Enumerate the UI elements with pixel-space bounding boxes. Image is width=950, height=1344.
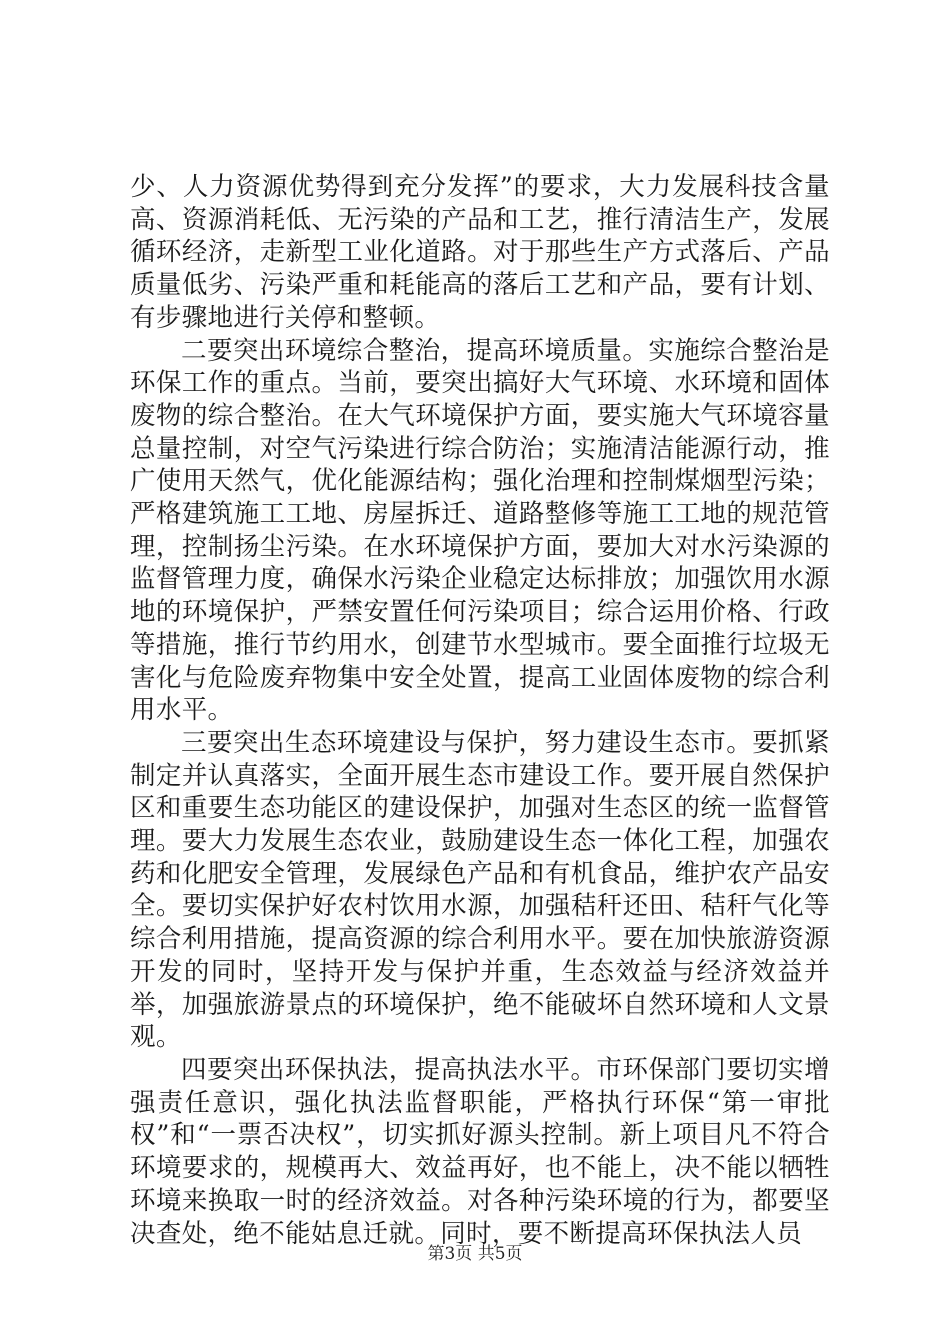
paragraph-continuation: 少、人力资源优势得到充分发挥”的要求，大力发展科技含量高、资源消耗低、无污染的产品和工艺，推行清洁生产，发展循环经济，走新型工业化道路。对于那些生产方式落后、产品质量低劣、污染严重和耗能高的落后工艺和产品，要有计划、有步骤地进行关停和整顿。	[130, 172, 830, 333]
paragraph-environment-governance: 二要突出环境综合整治，提高环境质量。实施综合整治是环保工作的重点。当前，要突出搞好大气环境、水环境和固体废物的综合整治。在大气环境保护方面，要实施大气环境容量总量控制，对空气污染进行综合防治；实施清洁能源行动，推广使用天然气，优化能源结构；强化治理和控制煤烟型污染；严格建筑施工工地、房屋拆迁、道路整修等施工工地的规范管理，控制扬尘污染。在水环境保护方面，要加大对水污染源的监督管理力度，确保水污染企业稳定达标排放；加强饮用水源地的环境保护，严禁安置任何污染项目；综合运用价格、行政等措施，推行节约用水，创建节水型城市。要全面推行垃圾无害化与危险废弃物集中安全处置，提高工业固体废物的综合利用水平。	[130, 335, 830, 726]
paragraph-ecological-protection: 三要突出生态环境建设与保护，努力建设生态市。要抓紧制定并认真落实，全面开展生态市建设工作。要开展自然保护区和重要生态功能区的建设保护，加强对生态区的统一监督管理。要大力发展生态农业，鼓励建设生态一体化工程，加强农药和化肥安全管理，发展绿色产品和有机食品，维护农产品安全。要切实保护好农村饮用水源，加强秸秆还田、秸秆气化等综合利用措施，提高资源的综合利用水平。要在加快旅游资源开发的同时，坚持开发与保护并重，生态效益与经济效益并举，加强旅游景点的环境保护，绝不能破坏自然环境和人文景观。	[130, 727, 830, 1053]
paragraph-law-enforcement: 四要突出环保执法，提高执法水平。市环保部门要切实增强责任意识，强化执法监督职能，严格执行环保“第一审批权”和“一票否决权”，切实抓好源头控制。新上项目凡不符合环境要求的，规模再大、效益再好，也不能上，决不能以牺牲环境来换取一时的经济效益。对各种污染环境的行为，都要坚决查处，绝不能姑息迁就。同时，要不断提高环保执法人员	[130, 1054, 830, 1249]
document-body	[130, 171, 830, 1250]
page-number-footer: 第3页 共5页	[427, 1244, 523, 1264]
